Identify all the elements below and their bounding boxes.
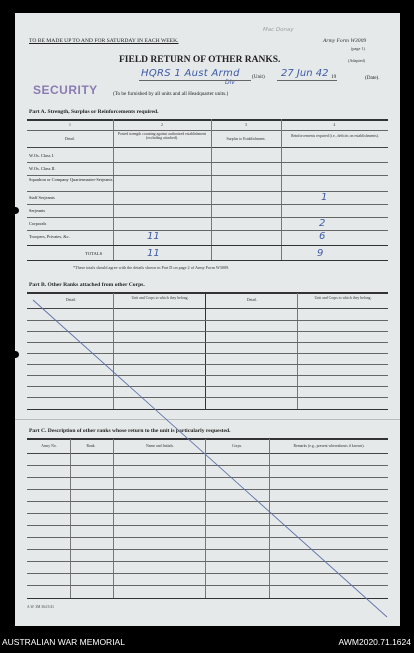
punch-hole [12, 207, 19, 214]
print-code: A.W. 3M 364 5/41 [27, 605, 54, 609]
part-a-header-detail: Detail. [64, 137, 76, 141]
staff-serjeants-reinf: 1 [321, 192, 328, 203]
diagonal-strike-line [15, 13, 400, 626]
row-detail: Serjeants [29, 208, 46, 213]
punch-hole [12, 351, 19, 358]
row-detail: Staff Serjeants [29, 195, 55, 200]
part-a-col-number-4: 4 [333, 123, 336, 127]
part-c-header-rank: Rank. [86, 444, 96, 448]
form-title: FIELD RETURN OF OTHER RANKS. [119, 55, 281, 65]
part-a-col-number-2: 2 [161, 123, 163, 127]
part-c-header-name: Name and Initials. [146, 444, 174, 448]
form-page: (page 1) [351, 46, 365, 51]
archive-credit: AUSTRALIAN WAR MEMORIAL [2, 637, 125, 647]
row-detail: W.Os. Class II. [29, 166, 56, 171]
part-a-col-number-1: 1 [69, 123, 71, 127]
part-c-header-army-no: Army No. [41, 444, 57, 448]
part-b-header-unit-1: Unit and Corps to which they belong. [131, 296, 189, 300]
form-sheet [15, 13, 400, 626]
handwritten-date: 27 Jun 42 [281, 68, 329, 79]
pencil-note: Mac Donay [263, 27, 294, 33]
part-b-header-unit-2: Unit and Corps to which they belong. [314, 296, 372, 300]
part-a-col-number-3: 3 [245, 123, 247, 127]
part-a-header-reinf: Reinforcements required (i.e., deficits on establishments). [291, 134, 379, 138]
totals-posted: 11 [147, 248, 160, 259]
part-a-header-posted: Posted strength counting against authorized establishment (excluding attached). [117, 132, 207, 141]
part-c-header-corps: Corps. [231, 444, 243, 448]
totals-reinf: 9 [317, 248, 324, 259]
row-detail: Corporals [29, 221, 47, 226]
date-label: (Date). [365, 75, 380, 81]
row-detail: Troopers, Privates, &c. [29, 234, 70, 239]
troopers-reinf: 6 [319, 231, 326, 242]
part-c-title: Part C. Description of other ranks whose return to the unit is particularly requested. [29, 428, 231, 434]
year-suffix: 19 [331, 74, 337, 80]
handwritten-div: Div [225, 79, 235, 86]
handwritten-unit: HQRS 1 Aust Armd [141, 68, 240, 79]
instruction-text: TO BE MADE UP TO AND FOR SATURDAY IN EACH WEEK. [29, 38, 179, 44]
accession-number: AWM2020.71.1624 [338, 637, 411, 647]
adapted-note: (Adapted) [348, 58, 365, 63]
security-stamp: SECURITY [33, 83, 98, 97]
part-b-title: Part B. Other Ranks attached from other Corps. [29, 282, 145, 288]
part-a-footnote: *These totals should agree with the details shown in Part D on page 2 of Army Form W3009. [73, 265, 230, 270]
part-a-header-surplus: Surplus to Establishment. [226, 137, 266, 141]
part-b-header-detail-1: Detail. [65, 298, 77, 302]
part-c-header-remarks: Remarks (e.g., present whereabouts if known). [293, 444, 365, 448]
part-a-title: Part A. Strength, Surplus or Reinforcements required. [29, 109, 159, 115]
row-detail: W.Os. Class I. [29, 153, 55, 158]
row-detail: Squadron or Company Quartermaster-Serjeants [29, 177, 113, 182]
troopers-posted: 11 [147, 231, 160, 242]
form-number: Army Form W3009 [323, 38, 367, 44]
part-b-header-detail-2: Detail. [246, 298, 258, 302]
furnished-note: (To be furnished by all units and all Headquarter units.) [113, 91, 229, 97]
corporals-reinf: 2 [319, 218, 326, 229]
totals-label: TOTALS [85, 251, 103, 256]
unit-label: (Unit) [252, 74, 265, 80]
